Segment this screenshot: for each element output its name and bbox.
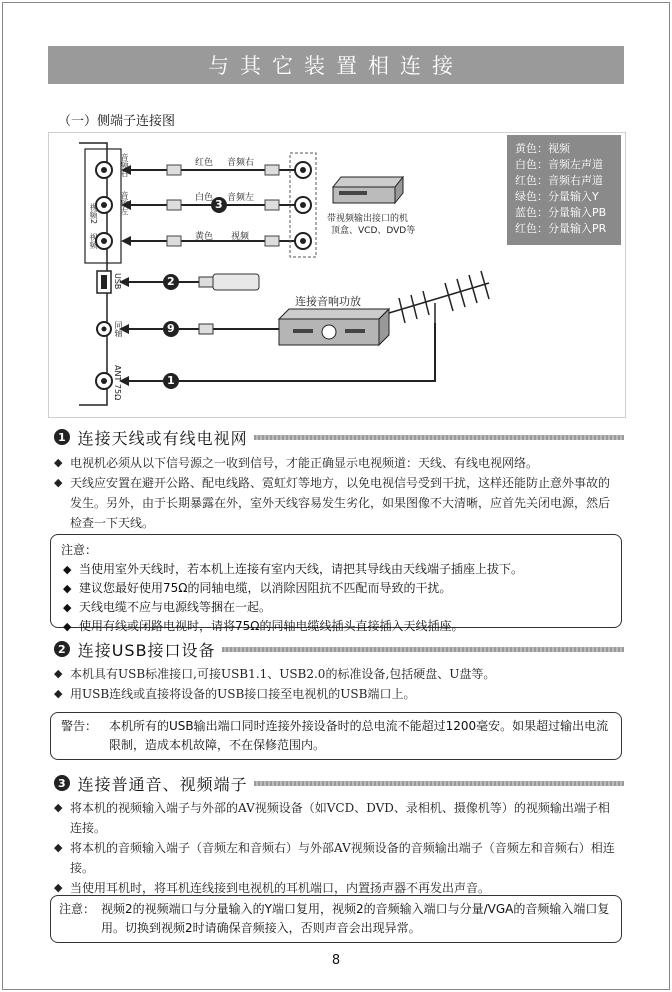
note-item: ◆ 建议您最好使用75Ω的同轴电缆，以消除因阻抗不匹配而导致的干扰。: [61, 579, 611, 598]
badge-coax-number: 9: [167, 322, 175, 335]
bullet-item: ◆ 将本机的音频输入端子（音频左和音频右）与外部AV视频设备的音频输出端子（音频左和音频右）相连接。: [54, 838, 620, 878]
section-rule: [222, 647, 624, 652]
note-item: ◆ 使用有线或闭路电视时，请将75Ω的同轴电缆线插头直接插入天线插座。: [61, 617, 611, 636]
port-label-coax: 同轴: [114, 321, 123, 337]
legend-item: 红色：音频右声道: [515, 174, 603, 187]
port-label-ant: ANT 75Ω: [113, 365, 122, 401]
connection-diagram: [48, 132, 626, 418]
section-rule: [254, 781, 624, 786]
port-label-video2: 视频2: [89, 203, 98, 225]
bullet-item: ◆ 本机具有USB标准接口,可接USB1.1、USB2.0的标准设备,包括硬盘、U盘等。: [54, 664, 620, 684]
antenna-illustration: [389, 271, 489, 323]
section-1-number: 1: [54, 429, 70, 445]
port-label-video: 视频: [89, 233, 98, 249]
bullet-item: ◆ 将本机的视频输入端子与外部的AV视频设备（如VCD、DVD、录相机、摄像机等）的视频输出端子相连接。: [54, 798, 620, 838]
dvd-caption-line2: 顶盒、VCD、DVD等: [331, 226, 416, 236]
port-label-audio-l: 音频左: [120, 191, 129, 215]
section-2-number: 2: [54, 641, 70, 657]
section-2-title: 连接USB接口设备: [77, 640, 216, 660]
subsection-title: （一）侧端子连接图: [58, 114, 176, 129]
note-label: 注意：: [59, 902, 96, 916]
color-legend: [507, 135, 621, 245]
bullet-item: ◆ 天线应安置在避开公路、配电线路、霓虹灯等地方，以免电视信号受到干扰，这样还能防止意外事故的发生。另外，由于长期暴露在外，室外天线容易发生劣化，如果图像不大清晰，应首先关闭电源，然后检查一下天线。: [54, 473, 620, 533]
bullet-item: ◆ 电视机必须从以下信号源之一收到信号，才能正确显示电视频道：天线、有线电视网络。: [54, 453, 620, 473]
section-rule: [254, 435, 624, 440]
section-1-bullets: [54, 453, 620, 533]
port-label-audio-r: 音频右: [120, 153, 129, 177]
usb-flash-drive-illustration: [199, 274, 259, 290]
badge-av-number: 3: [215, 198, 223, 211]
cable-label-red-func: 音频右: [227, 158, 255, 168]
legend-item: 蓝色：分量输入PB: [515, 206, 607, 219]
port-label-usb: USB: [113, 273, 122, 290]
legend-item: 绿色：分量输入Y: [515, 190, 599, 203]
badge-ant-number: 1: [167, 374, 175, 387]
section-1-note-box: [50, 534, 622, 633]
page-number: 8: [331, 953, 341, 968]
section-2-heading: [54, 638, 624, 660]
cable-label-red-color: 红色: [195, 158, 214, 168]
antenna-port: [96, 373, 112, 389]
section-2-bullets: [54, 664, 620, 704]
section-3-note-box: [50, 895, 622, 943]
cable-label-white-func: 音频左: [227, 193, 255, 203]
section-1-heading: [54, 426, 624, 448]
badge-usb-number: 2: [167, 275, 175, 288]
section-1-title: 连接天线或有线电视网: [77, 428, 248, 448]
legend-item: 红色：分量输入PR: [515, 222, 607, 235]
av-jack-red: [96, 162, 112, 178]
cable-label-white-color: 白色: [195, 193, 214, 203]
section-2-warning-box: [50, 712, 622, 760]
dvd-caption-line1: 带视频输出接口的机: [327, 214, 409, 224]
amplifier-caption: 连接音响功放: [295, 295, 361, 308]
bullet-item: ◆ 用USB连线或直接将设备的USB接口接至电视机的USB端口上。: [54, 684, 620, 704]
section-3-bullets: [54, 798, 620, 898]
note-title: 注意：: [61, 543, 98, 557]
section-3-title: 连接普通音、视频端子: [77, 774, 248, 794]
page-title: 与其它装置相连接: [48, 46, 624, 84]
cable-label-yellow-func: 视频: [231, 232, 250, 242]
section-3-number: 3: [54, 775, 70, 791]
cable-label-yellow-color: 黄色: [195, 232, 214, 242]
warning-text: 本机所有的USB输出端口同时连接外接设备时的总电流不能超过1200毫安。如果超过输出电流限制，造成本机故障，不在保修范围内。: [109, 719, 609, 752]
warning-label: 警告：: [61, 719, 98, 733]
note-item: ◆ 当使用室外天线时，若本机上连接有室内天线，请把其导线由天线端子插座上拔下。: [61, 560, 611, 579]
bullet-item: ◆ 当使用耳机时，将耳机连线接到电视机的耳机端口，内置扬声器不再发出声音。: [54, 878, 620, 898]
dvd-player-illustration: [333, 177, 403, 203]
note-text: 视频2的视频端口与分量输入的Y端口复用，视频2的音频输入端口与分量/VGA的音频输入端口复用。切换到视频2时请确保音频接入，否则声音会出现异常。: [101, 902, 610, 935]
legend-item: 白色：音频左声道: [515, 158, 603, 171]
section-3-heading: [54, 772, 624, 794]
coax-port: [97, 322, 111, 336]
legend-item: 黄色：视频: [515, 142, 570, 155]
note-item: ◆ 天线电缆不应与电源线等捆在一起。: [61, 598, 611, 617]
amplifier-illustration: [279, 309, 389, 345]
